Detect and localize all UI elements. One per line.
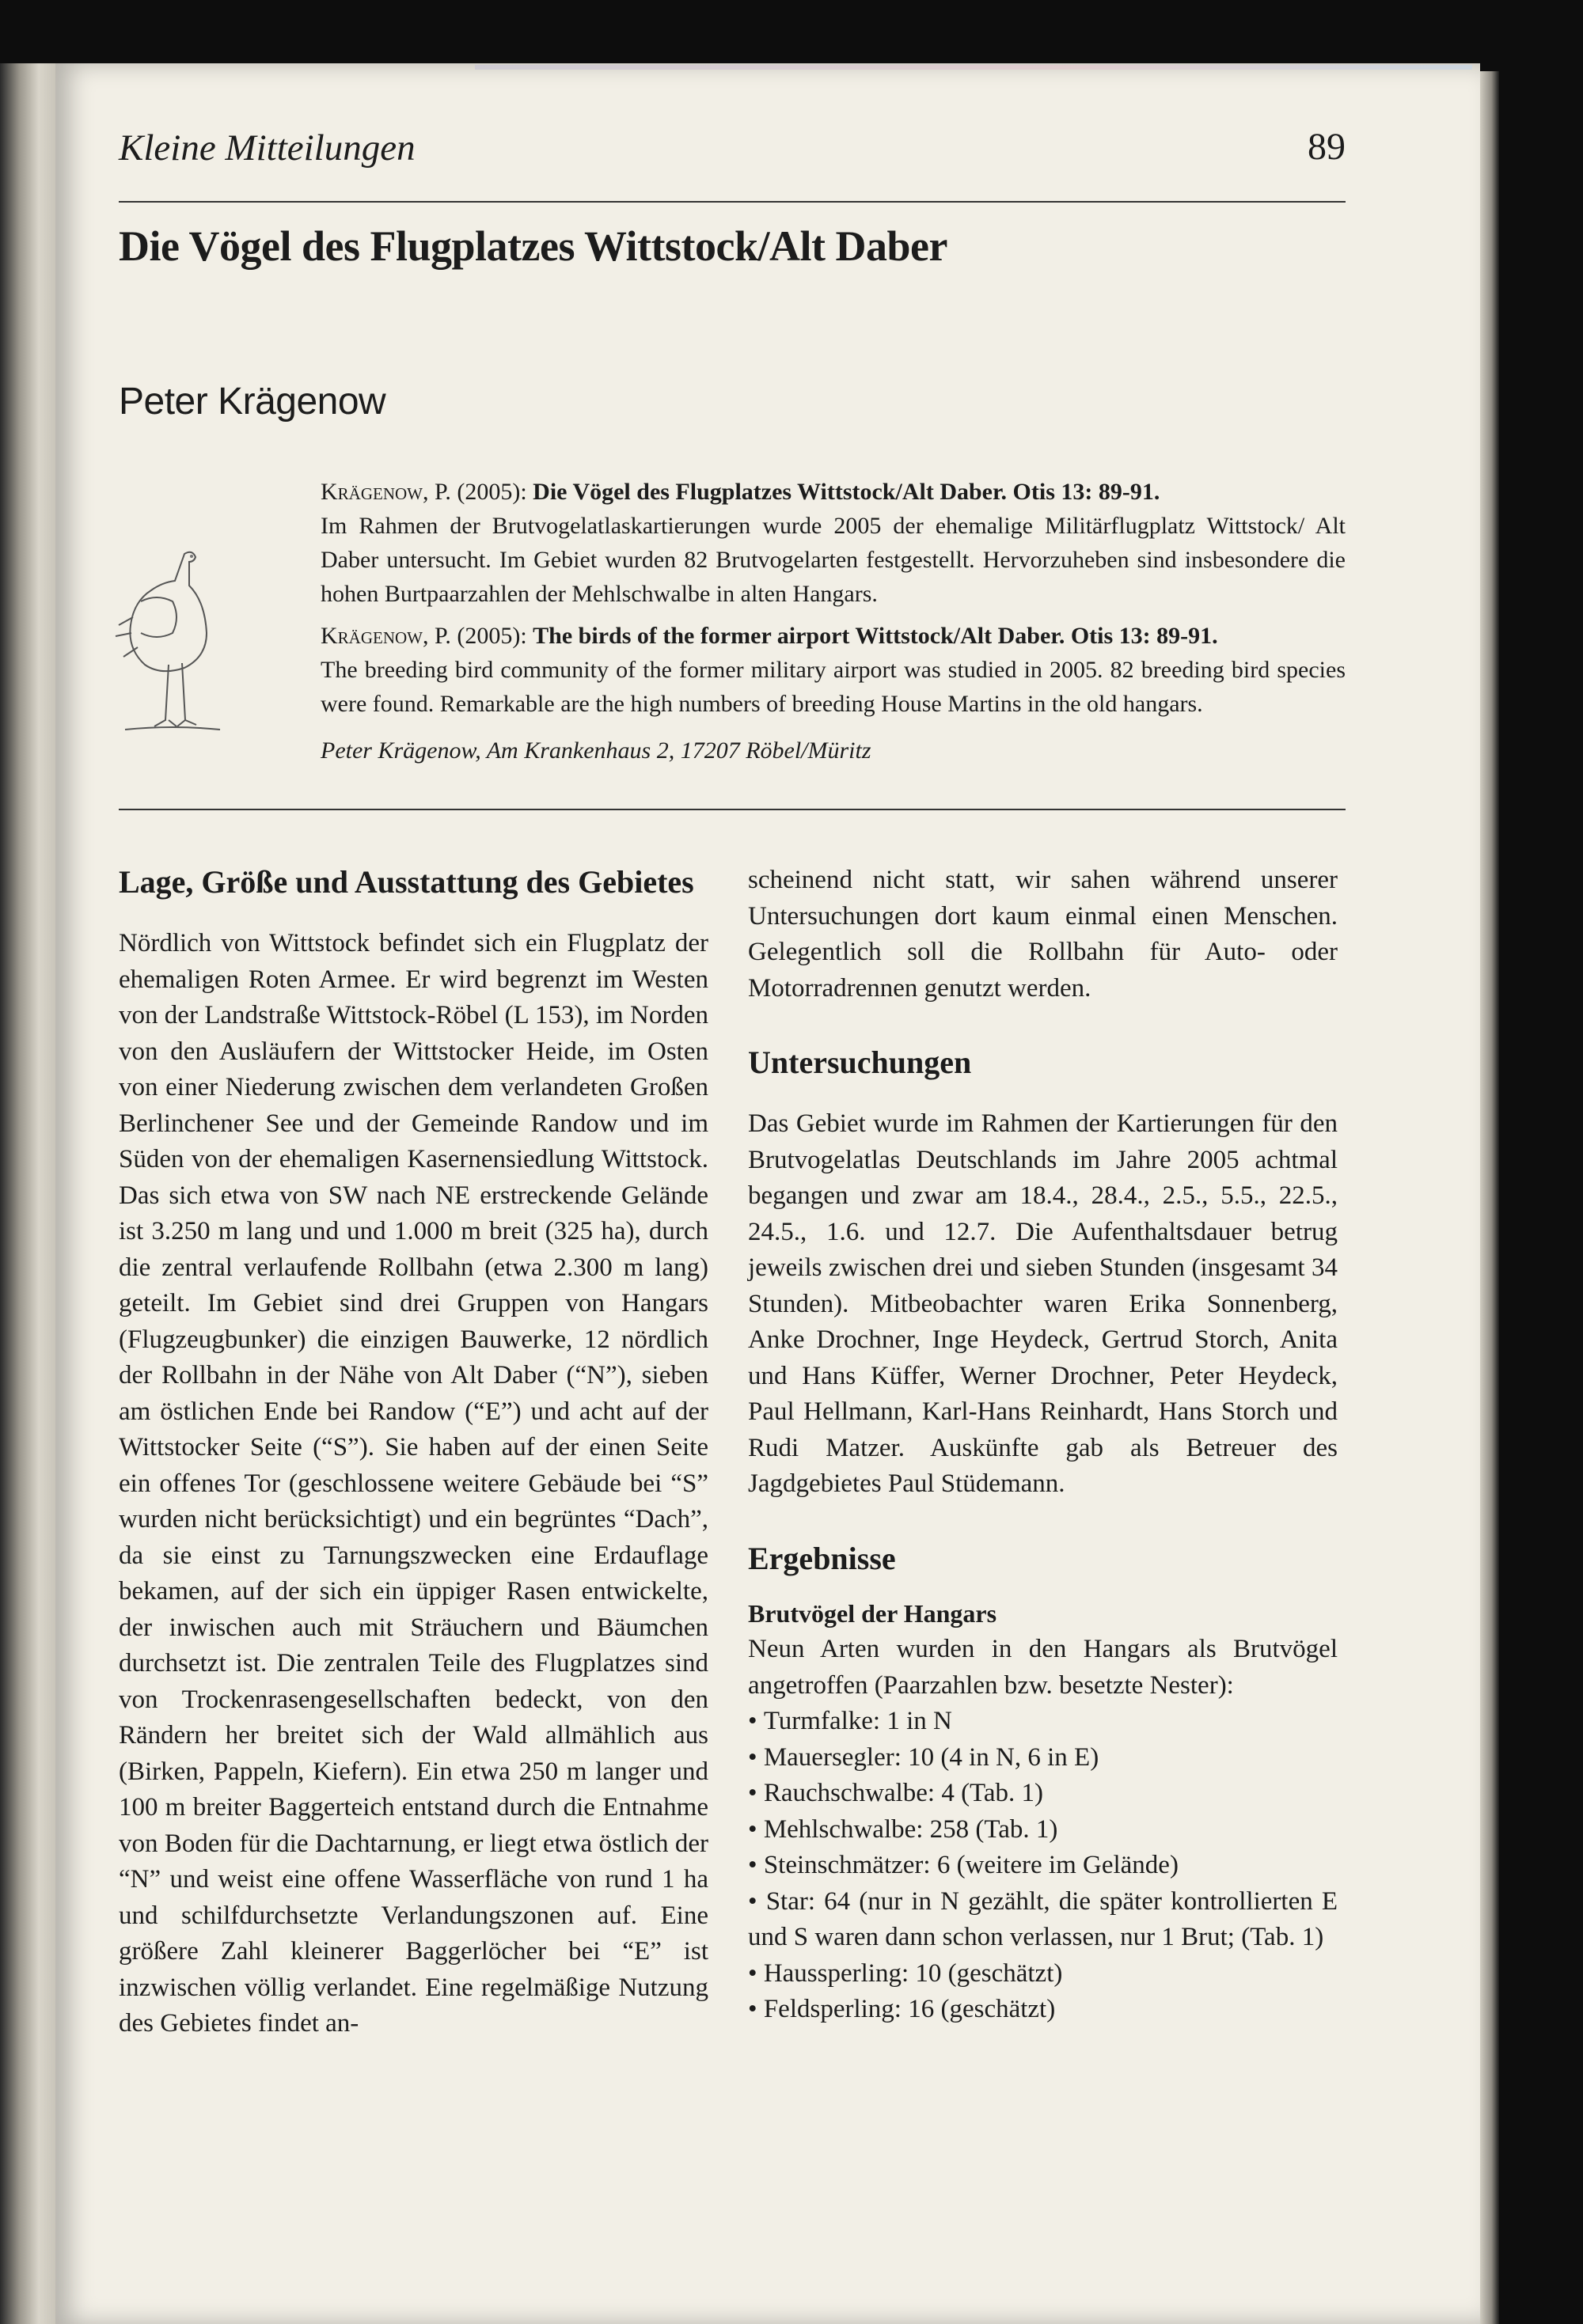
right-column	[748, 862, 1338, 2028]
list-item: • Feldsperling: 16 (geschätzt)	[748, 1992, 1338, 2028]
paragraph-continuation: scheinend nicht statt, wir sahen während unserer Untersuchungen dort kaum einmal einen Menschen. Gelegentlich soll die Rollbahn für Auto- oder Motorradrennen genutzt werden.	[748, 866, 1338, 1003]
list-item: • Turmfalke: 1 in N	[748, 1704, 1338, 1740]
section-heading-ergebnisse: Ergebnisse	[748, 1540, 896, 1576]
list-item: • Rauchschwalbe: 4 (Tab. 1)	[748, 1776, 1338, 1812]
list-item: • Star: 64 (nur in N gezählt, die später kontrollierten E und S waren dann schon verlassen, nur 1 Brut; (Tab. 1)	[748, 1884, 1338, 1956]
subheading-brutvoegel-hangars: Brutvögel der Hangars	[748, 1598, 997, 1628]
running-header-section: Kleine Mitteilungen	[119, 127, 416, 169]
list-item: • Haussperling: 10 (geschätzt)	[748, 1956, 1338, 1992]
list-item: • Steinschmätzer: 6 (weitere im Gelände)	[748, 1848, 1338, 1884]
page-edge	[1480, 71, 1499, 2324]
book-spine	[0, 63, 55, 2324]
abstract-rule	[119, 809, 1346, 810]
abstract-en-text: The breeding bird community of the former military airport was studied in 2005. 82 breeding bird species were found. Remarkable are the high numbers of breeding House Martins in the old hangars.	[321, 657, 1346, 717]
paragraph-untersuchungen: Das Gebiet wurde im Rahmen der Kartierungen für den Brutvogelatlas Deutschlands im Jahre 2005 achtmal begangen und zwar am 18.4., 28.4., 2.5., 5.5., 22.5., 24.5., 1.6. und 12.7. Die Aufenthaltsdauer betrug jeweils zwischen drei und sieben Stunden (insgesamt 34 Stunden). Mitbeobachter waren Erika Sonnenberg, Anke Drochner, Inge Heydeck, Gertrud Storch, Anita und Hans Küffer, Werner Drochner, Peter Heydeck, Paul Hellmann, Karl-Hans Reinhardt, Hans Storch und Rudi Matzer. Auskünfte gab als Betreuer des Jagdgebietes Paul Stüdemann.	[748, 1109, 1338, 1498]
abstract-de-citation: Krägenow, P. (2005): Die Vögel des Flugplatzes Wittstock/Alt Daber. Otis 13: 89-91.	[321, 479, 1160, 505]
left-column	[119, 862, 708, 2042]
paragraph-lage: Nördlich von Wittstock befindet sich ein Flugplatz der ehemaligen Roten Armee. Er wird begrenzt im Westen von der Landstraße Wittstock-Röbel (L 153), im Norden von den Ausläufern der Wittstocker Heide, im Osten von einer Niederung zwischen dem verlandeten Großen Berlinchener See und der Gemeinde Randow und im Süden von der ehemaligen Kasernensiedlung Wittstock. Das sich etwa von SW nach NE erstreckende Gelände ist 3.250 m lang und und 1.000 m breit (325 ha), durch die zentral verlaufende Rollbahn (etwa 2.300 m lang) geteilt. Im Gebiet sind drei Gruppen von Hangars (Flugzeugbunker) die einzigen Bauwerke, 12 nördlich der Rollbahn in der Nähe von Alt Daber (“N”), sieben am östlichen Ende bei Randow (“E”) und acht auf der Wittstocker Seite (“S”). Sie haben auf der einen Seite ein offenes Tor (geschlossene weitere Gebäude bei “S” wurden nicht berücksichtigt) und ein begrüntes “Dach”, da sie einst zu Tarnungszwecken eine Erdauflage bekamen, auf der sich ein üppiger Rasen entwickelte, der inwischen auch mit Sträuchern und Bäumchen durchsetzt ist. Die zentralen Teile des Flugplatzes sind von Trockenrasengesellschaften bedeckt, von den Rändern her breitet sich der Wald allmählich aus (Birken, Pappeln, Kiefern). Ein etwa 250 m langer und 100 m breiter Baggerteich entstand durch die Entnahme von Boden für die Dachtarnung, er liegt etwa östlich der “N” und weist eine offene Wasserfläche von rund 1 ha und schilfdurchsetzte Verlandungszonen auf. Eine größere Zahl kleinerer Baggerlöcher bei “E” ist inzwischen völlig verlandet. Eine regelmäßige Nutzung des Gebietes findet an-	[119, 929, 708, 2038]
abstract	[321, 475, 1346, 768]
article-title: Die Vögel des Flugplatzes Wittstock/Alt Daber	[119, 222, 947, 270]
article-author: Peter Krägenow	[119, 381, 386, 423]
abstract-de-text: Im Rahmen der Brutvogelatlaskartierungen wurde 2005 der ehemalige Militärflugplatz Wittstock/ Alt Daber untersucht. Im Gebiet wurden 82 Brutvogelarten festgestellt. Hervorzuheben sind insbesondere die hohen Burtpaarzahlen der Mehlschwalbe in alten Hangars.	[321, 513, 1346, 607]
abstract-en-citation: Krägenow, P. (2005): The birds of the former airport Wittstock/Alt Daber. Otis 13: 89-91.	[321, 623, 1218, 649]
list-item: • Mehlschwalbe: 258 (Tab. 1)	[748, 1812, 1338, 1848]
list-item: • Mauersegler: 10 (4 in N, 6 in E)	[748, 1740, 1338, 1776]
paragraph-ergebnisse-intro: Neun Arten wurden in den Hangars als Brutvögel angetroffen (Paarzahlen bzw. besetzte Nester):	[748, 1635, 1338, 1700]
great-bustard-illustration	[109, 546, 228, 744]
header-rule	[119, 201, 1346, 203]
page-top-bleed	[475, 65, 1472, 70]
section-heading-untersuchungen: Untersuchungen	[748, 1044, 972, 1080]
author-address: Peter Krägenow, Am Krankenhaus 2, 17207 Röbel/Müritz	[321, 737, 871, 764]
page-number: 89	[1308, 126, 1346, 168]
section-heading-lage: Lage, Größe und Ausstattung des Gebietes	[119, 864, 694, 900]
species-list	[748, 1704, 1338, 2028]
